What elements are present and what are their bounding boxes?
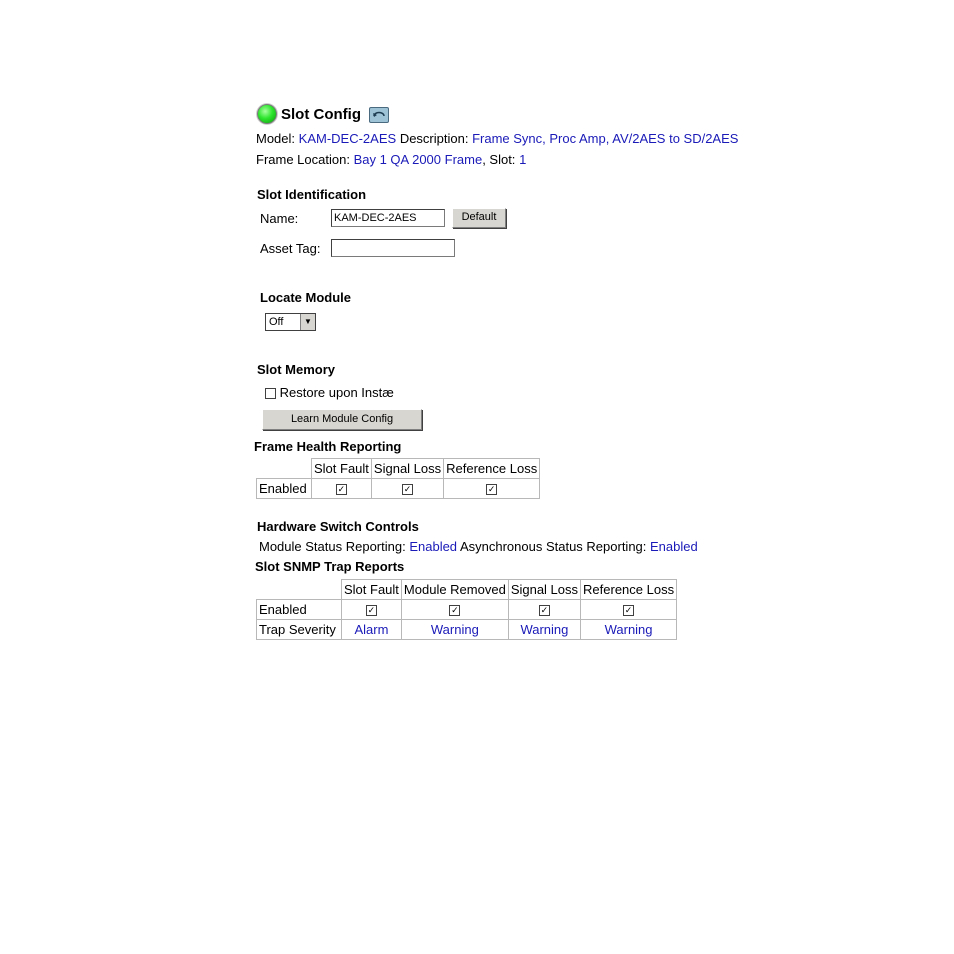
async-status-value: Enabled xyxy=(650,539,698,554)
table-row xyxy=(257,580,677,600)
asset-tag-label: Asset Tag: xyxy=(260,241,321,256)
hardware-switch-heading: Hardware Switch Controls xyxy=(257,519,419,534)
refresh-icon[interactable] xyxy=(369,107,389,123)
snmp-heading: Slot SNMP Trap Reports xyxy=(255,559,405,574)
description-value: Frame Sync, Proc Amp, AV/2AES to SD/2AES xyxy=(472,131,739,146)
frame-health-heading: Frame Health Reporting xyxy=(254,439,402,454)
trap-module-removed-checkbox[interactable]: ✓ xyxy=(451,605,459,616)
page-title: Slot Config xyxy=(281,106,361,123)
name-label: Name: xyxy=(260,211,299,226)
signal-loss-checkbox[interactable]: ✓ xyxy=(403,484,412,495)
row-label: Enabled xyxy=(257,600,342,620)
module-status-label: Module Status Reporting: xyxy=(259,539,406,554)
module-status-value: Enabled xyxy=(409,539,458,554)
trap-severity-link[interactable]: Warning xyxy=(401,620,508,640)
frame-location-label: Frame Location: xyxy=(256,152,350,167)
model-line xyxy=(256,131,738,146)
row-label: Trap Severity xyxy=(257,620,342,640)
frame-health-table xyxy=(256,458,540,499)
name-field[interactable]: KAM-DEC-2AES xyxy=(331,209,445,227)
slot-value: 1 xyxy=(519,152,527,167)
locate-module-select[interactable] xyxy=(265,313,316,331)
description-label: Description: xyxy=(399,131,469,146)
trap-severity-link[interactable]: Warning xyxy=(508,620,580,640)
table-row xyxy=(257,479,540,499)
locate-module-value: Off xyxy=(269,316,284,328)
chevron-down-icon: ▼ xyxy=(300,314,315,330)
reference-loss-checkbox[interactable]: ✓ xyxy=(487,484,496,495)
model-label: Model: xyxy=(256,131,296,146)
trap-reference-loss-checkbox[interactable]: ✓ xyxy=(624,605,633,616)
frame-location-link[interactable]: Bay 1 QA 2000 Frame xyxy=(353,152,483,167)
status-ok-icon xyxy=(257,104,277,124)
trap-slot-fault-checkbox[interactable]: ✓ xyxy=(367,605,376,616)
slot-identification-heading: Slot Identification xyxy=(257,187,367,202)
table-row xyxy=(257,459,540,479)
column-header: Slot Fault xyxy=(342,580,402,600)
restore-row xyxy=(265,385,394,400)
slot-memory-heading: Slot Memory xyxy=(257,362,336,377)
model-value: KAM-DEC-2AES xyxy=(298,131,397,146)
slot-fault-checkbox[interactable]: ✓ xyxy=(337,484,346,495)
column-header: Slot Fault xyxy=(312,459,372,479)
restore-label: Restore upon Instæ xyxy=(279,385,394,400)
column-header: Reference Loss xyxy=(581,580,677,600)
hardware-switch-line xyxy=(259,539,698,554)
column-header: Signal Loss xyxy=(508,580,580,600)
row-label: Enabled xyxy=(257,479,312,499)
trap-severity-link[interactable]: Alarm xyxy=(342,620,402,640)
asset-tag-field[interactable] xyxy=(331,239,455,257)
table-row xyxy=(257,600,677,620)
learn-module-config-button[interactable]: Learn Module Config xyxy=(262,409,422,430)
locate-module-heading: Locate Module xyxy=(260,290,352,305)
column-header: Module Removed xyxy=(401,580,508,600)
trap-severity-link[interactable]: Warning xyxy=(581,620,677,640)
column-header: Reference Loss xyxy=(444,459,540,479)
restore-checkbox[interactable] xyxy=(265,388,276,399)
trap-signal-loss-checkbox[interactable]: ✓ xyxy=(540,605,549,616)
default-button[interactable]: Default xyxy=(452,208,506,228)
table-row xyxy=(257,620,677,640)
column-header: Signal Loss xyxy=(371,459,443,479)
frame-location-line xyxy=(256,152,526,167)
snmp-table xyxy=(256,579,677,640)
slot-label: , Slot: xyxy=(482,152,516,167)
async-status-label: Asynchronous Status Reporting: xyxy=(459,539,647,554)
